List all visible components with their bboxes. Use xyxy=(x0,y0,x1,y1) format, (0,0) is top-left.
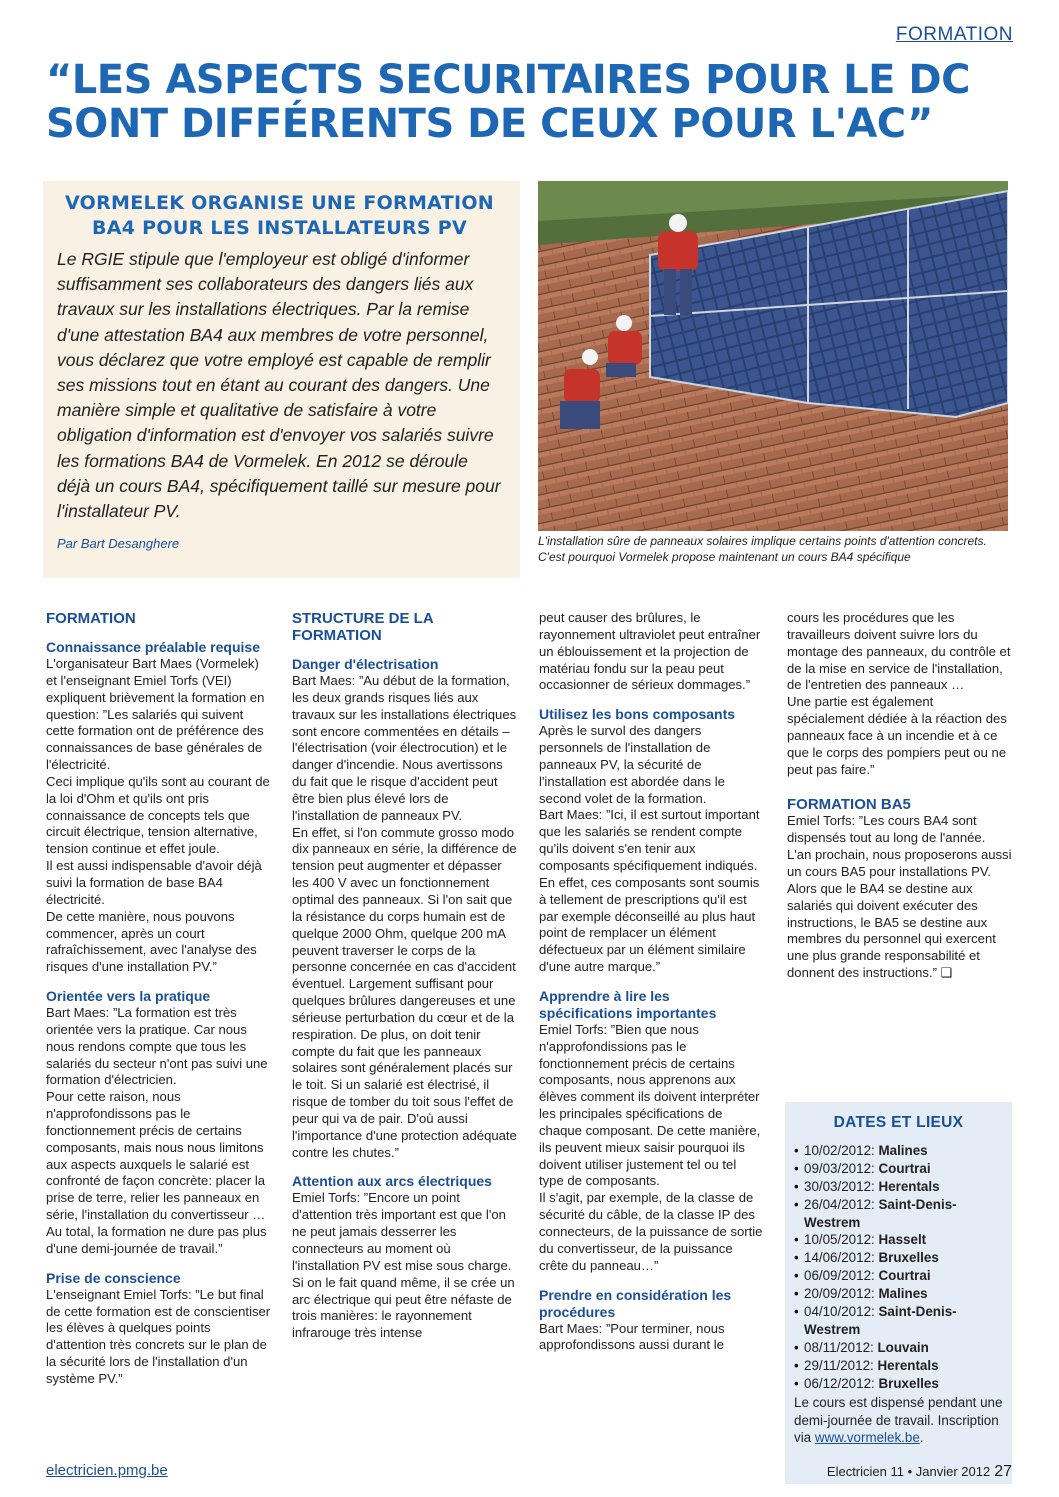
date-city: Malines xyxy=(878,1142,928,1158)
col2-s1-title: Danger d'électrisation xyxy=(292,656,439,672)
date-value: 20/09/2012: xyxy=(804,1286,875,1302)
date-city: Louvain xyxy=(877,1339,929,1355)
byline: Par Bart Desanghere xyxy=(57,536,180,552)
date-city: Saint-Denis-Westrem xyxy=(804,1196,957,1230)
date-value: 14/06/2012: xyxy=(804,1250,875,1266)
column-1 xyxy=(46,610,271,1388)
col1-s3-title: Prise de conscience xyxy=(46,1269,181,1286)
col1-s1-title: Connaissance préalable requise xyxy=(46,639,260,655)
col4-p1: Une partie est également spécialement dédiée à la réaction des panneaux face à un incendie et à ce que le corps des pompiers peut ou ne peut pas faire.” xyxy=(787,694,1007,777)
col3-s1-p2: Bart Maes: ”Ici, il est surtout important que les salariés se rendent compte qu'ils doivent s'en tenir aux composants spécifiquement indiqués. xyxy=(539,807,760,873)
date-item xyxy=(794,1357,1003,1375)
bullet-icon: • xyxy=(794,1160,799,1176)
col1-s1-p3: Il est aussi indispensable d'avoir déjà suivi la formation de base BA4 électricité. xyxy=(46,858,262,907)
column-2 xyxy=(292,610,517,1342)
date-city: Hasselt xyxy=(878,1232,927,1248)
dates-title: DATES ET LIEUX xyxy=(833,1114,964,1131)
col1-heading: FORMATION xyxy=(46,610,136,627)
date-item xyxy=(794,1142,1003,1160)
col1-s3-p1: L'enseignant Emiel Torfs: ”Le but final de cette formation est de conscientiser les élèves à quelques points d'attention très concrets sur le plan de la sécurité lors de l'installation d'un système PV.” xyxy=(46,1286,271,1386)
date-item xyxy=(794,1249,1003,1267)
col3-s1-p3: En effet, ces composants sont soumis à tellement de prescriptions qu'il est par exemple déconseillé au plus haut point de remplacer un élément défectueux par un élément similaire d'une autre marque.” xyxy=(539,874,760,975)
col1-s2-p3: Au total, la formation ne dure pas plus d'une demi-journée de travail.” xyxy=(46,1224,267,1256)
photo-caption: L'installation sûre de panneaux solaires implique certains points d'attention concrets. C'est pourquoi Vormelek propose maintenant un cours BA4 spécifique xyxy=(538,534,987,564)
footer-issue xyxy=(827,1463,1012,1481)
date-value: 09/03/2012: xyxy=(804,1160,875,1176)
col3-s2-p2: Il s'agit, par exemple, de la classe de sécurité du câble, de la classe IP des connecteurs, de la puissance de sortie du convertisseur, de la puissance crête du panneau…” xyxy=(539,1190,763,1273)
col2-s2-p1: Emiel Torfs: ”Encore un point d'attention très important est que l'on ne peut jamais desserrer les connecteurs au moment où l'installation PV est mise sous charge. Si on le fait quand même, il se crée un arc électrique qui peut être néfaste de trois manières: le rayonnement infrarouge très intense xyxy=(292,1190,515,1341)
date-city: Bruxelles xyxy=(878,1375,939,1391)
col1-s2-p2: Pour cette raison, nous n'approfondissons pas le fonctionnement précis de certains composants, mais nous nous limitons aux aspects auxquels le salarié est confronté de façon concrète: placer la prise de terre, relier les panneaux en série, l'installation du convertisseur … xyxy=(46,1089,266,1223)
col3-s2-p1: Emiel Torfs: ”Bien que nous n'approfondissions pas le fonctionnement précis de certains composants, nous apprenons aux élèves comment ils doivent interpréter les principales spécifications de chaque composant. De cette manière, ils peuvent mieux saisir pourquoi ils doivent utiliser justement tel ou tel type de composants. xyxy=(539,1021,761,1189)
date-city: Saint-Denis-Westrem xyxy=(804,1304,957,1337)
dates-inscription: Inscription via xyxy=(794,1412,999,1446)
date-city: Bruxelles xyxy=(878,1250,939,1266)
col2-s1-p2: En effet, si l'on commute grosso modo dix panneaux en série, la différence de tension peut augmenter et dépasser les 400 V avec un fonctionnement optimal des panneaux. Si l'on sait que la résistance du corps humain est de quelque 2000 Ohm, quelque 200 mA peuvent traverser le corps de la personne concernée en cas d'accident éventuel. Largement suffisant pour quelques brûlures dangereuses et une sérieuse perturbation du cœur et de la respiration. De plus, on doit tenir compte du fait que les panneaux solaires sont généralement placés sur le toit. Si un salarié est électrisé, il risque de tomber du toit sous l'effet de peur qui va de pair. D'où aussi l'importance d'une protection adéquate contre les chutes.” xyxy=(292,824,517,1160)
page-number: 27 xyxy=(994,1463,1012,1480)
date-value: 06/09/2012: xyxy=(804,1268,875,1284)
date-item xyxy=(794,1375,1003,1393)
col1-s2-p1: Bart Maes: ”La formation est très orientée vers la pratique. Car nous nous rendons compte que tous les salariés du secteur n'ont pas suivi une formation d'électricien. xyxy=(46,1005,268,1088)
intro-title: VORMELEK ORGANISE UNE FORMATION BA4 POUR LES INSTALLATEURS PV xyxy=(65,192,494,239)
date-item xyxy=(794,1267,1003,1285)
bullet-icon: • xyxy=(794,1142,799,1158)
dates-note xyxy=(794,1394,1003,1448)
section-tag: FORMATION xyxy=(895,24,1013,45)
footer-site-link[interactable]: electricien.pmg.be xyxy=(46,1462,168,1479)
date-city: Courtrai xyxy=(878,1160,931,1176)
bullet-icon: • xyxy=(794,1357,799,1373)
dates-list xyxy=(794,1142,1003,1393)
date-city: Herentals xyxy=(878,1178,940,1194)
col2-s2-title: Attention aux arcs électriques xyxy=(292,1173,492,1190)
bullet-icon: • xyxy=(794,1178,799,1194)
col1-s1-p1: L'organisateur Bart Maes (Vormelek) et l'enseignant Emiel Torfs (VEI) expliquent brièvement la formation en question: ”Les salariés qui suivent cette formation ont de préférence des connaissances de base générales de l'électricité. xyxy=(46,656,265,773)
col3-s3-p1: Bart Maes: ”Pour terminer, nous approfondissons aussi durant le xyxy=(539,1320,725,1353)
intro-text: Le RGIE stipule que l'employeur est obligé d'informer suffisamment ses collaborateurs des dangers liés aux travaux sur les installations électriques. Par la remise d'une attestation BA4 aux membres de votre personnel, vous déclarez que votre employé est capable de remplir ses missions tout en étant au courant des dangers. Une manière simple et qualitative de satisfaire à votre obligation d'information est d'envoyer vos salariés suivre les formations BA4 de Vormelek. En 2012 se déroule déjà un cours BA4, spécifiquement taillé sur mesure pour l'installateur PV. xyxy=(57,249,501,522)
date-value: 06/12/2012: xyxy=(804,1375,875,1391)
date-value: 26/04/2012: xyxy=(804,1196,875,1212)
column-3 xyxy=(539,610,764,1354)
date-city: Courtrai xyxy=(878,1268,931,1284)
date-city: Herentals xyxy=(877,1357,939,1373)
date-value: 04/10/2012: xyxy=(804,1304,875,1320)
bullet-icon: • xyxy=(794,1375,799,1391)
bullet-icon: • xyxy=(794,1339,799,1355)
date-item xyxy=(794,1339,1003,1357)
bullet-icon: • xyxy=(794,1250,799,1266)
col4-p0: cours les procédures que les travailleurs doivent suivre lors du montage des panneaux, du contrôle et de la mise en service de l'installation, de l'entretien des panneaux … xyxy=(787,610,1011,693)
date-item xyxy=(794,1196,1003,1232)
bullet-icon: • xyxy=(794,1286,799,1302)
column-4 xyxy=(787,610,1012,982)
date-item xyxy=(794,1285,1003,1303)
col4-heading: FORMATION BA5 xyxy=(787,796,911,814)
date-value: 29/11/2012: xyxy=(804,1357,874,1373)
dates-period: . xyxy=(919,1430,924,1446)
col1-s1-p2: Ceci implique qu'ils sont au courant de la loi d'Ohm et qu'ils ont pris connaissance de concepts tels que circuit électrique, tension alternative, tension continue et effet joule. xyxy=(46,773,270,857)
col2-s1-p1: Bart Maes: ”Au début de la formation, les deux grands risques liés aux travaux sur les installations électriques sont encore commentées en détails – l'électrisation (voir électrocution) et le danger d'incendie. Nous avertissons du fait que le risque d'accident peut être bien plus élevé lors de l'installation de panneaux PV. xyxy=(292,673,517,823)
date-value: 30/03/2012: xyxy=(804,1178,875,1194)
date-city: Malines xyxy=(878,1286,928,1302)
headline: “LES ASPECTS SECURITAIRES POUR LE DC SONT DIFFÉRENTS DE CEUX POUR L'AC” xyxy=(46,57,970,147)
intro-box xyxy=(43,181,520,578)
vormelek-link[interactable]: www.vormelek.be xyxy=(814,1430,920,1446)
date-item xyxy=(794,1303,1003,1339)
col1-s1-p4: De cette manière, nous pouvons commencer, après un court rafraîchissement, avec l'analyse des risques d'une installation PV.” xyxy=(46,908,257,975)
date-item xyxy=(794,1160,1003,1178)
solar-roof-photo xyxy=(538,181,1008,531)
col3-s1-p1: Après le survol des dangers personnels de l'installation de panneaux PV, la sécurité de l'installation est abordée dans le second volet de la formation. xyxy=(539,723,725,806)
bullet-icon: • xyxy=(794,1268,799,1284)
date-value: 08/11/2012: xyxy=(804,1339,874,1355)
bullet-icon: • xyxy=(794,1232,799,1248)
col1-s2-title: Orientée vers la pratique xyxy=(46,988,211,1005)
date-item xyxy=(794,1178,1003,1196)
footer-issue-text: Electricien 11 • Janvier 2012 xyxy=(826,1464,991,1479)
date-value: 10/05/2012: xyxy=(804,1232,875,1248)
dates-box xyxy=(785,1102,1012,1484)
col4-p2: Emiel Torfs: ”Les cours BA4 sont dispensés tout au long de l'année. L'an prochain, nous proposerons aussi un cours BA5 pour installations PV. Alors que le BA4 se destine aux salariés qui doivent exécuter des instructions, le BA5 se destine aux membres du personnel qui exercent une plus grande responsabilité et donnent des instructions.” ❑ xyxy=(787,813,1012,981)
date-value: 10/02/2012: xyxy=(804,1142,875,1158)
col3-s2-title: Apprendre à lire les spécifications importantes xyxy=(539,987,717,1021)
col2-heading: STRUCTURE DE LA FORMATION xyxy=(292,610,434,644)
dates-note-text: Le cours est dispensé pendant une demi-journée de travail. xyxy=(794,1394,1003,1428)
col3-s3-title: Prendre en considération les procédures xyxy=(539,1286,732,1320)
bullet-icon: • xyxy=(794,1196,799,1212)
col3-s1-title: Utilisez les bons composants xyxy=(539,706,736,723)
col3-p0: peut causer des brûlures, le rayonnement ultraviolet peut entraîner un éblouissement et la projection de matériau fondu sur la peau peut occasionner de sérieux dommages.” xyxy=(539,610,761,693)
bullet-icon: • xyxy=(794,1304,799,1320)
date-item xyxy=(794,1231,1003,1249)
